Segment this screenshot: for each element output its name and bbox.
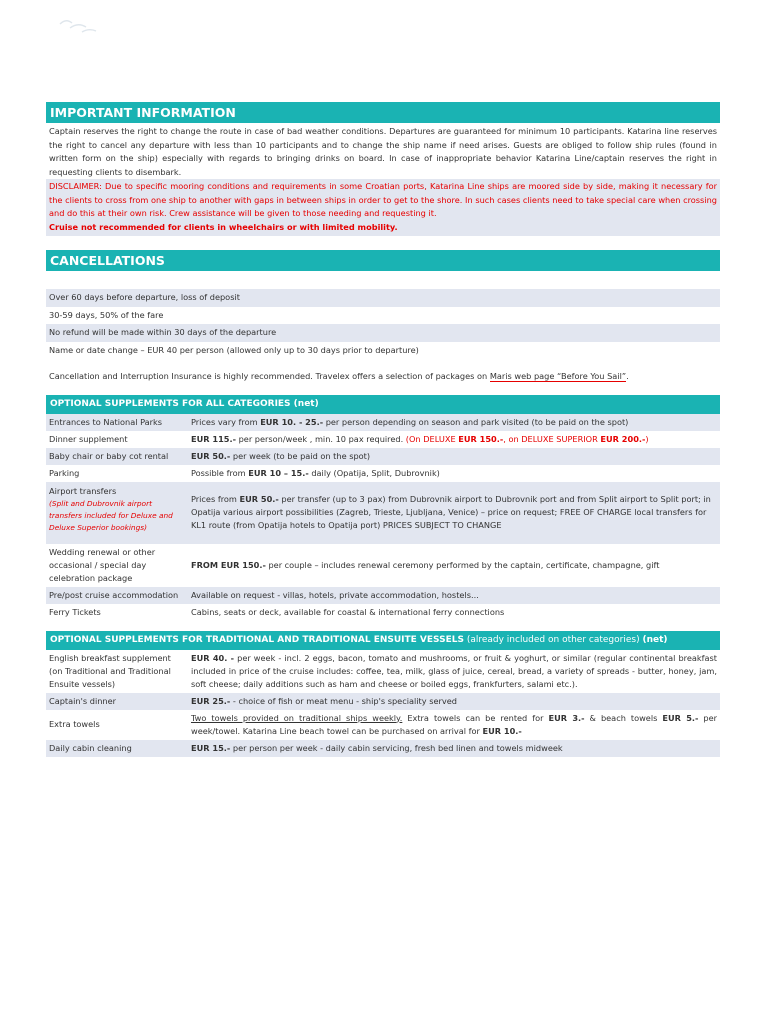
parks-label: Entrances to National Parks (46, 414, 188, 431)
page-content (46, 102, 720, 757)
cancellation-row: 30-59 days, 50% of the fare (49, 309, 164, 320)
wedding-value: FROM EUR 150.- per couple – includes renewal ceremony performed by the captain, certificate, champagne, gift (191, 559, 660, 570)
disclaimer-text: DISCLAIMER: Due to specific mooring conditions and requirements in some Croatian ports, Katarina Line ships are moored side by side, making it necessary for the clients to cross from one ship to another with gaps in between ships in order to get to the shore. In such cases clients need to take special care when crossing and do this at their own risk. Crew assistance will be given to those needing and requesting it. (46, 179, 720, 221)
ferry-value: Cabins, seats or deck, available for coastal & international ferry connections (191, 606, 505, 617)
ferry-label: Ferry Tickets (49, 606, 101, 617)
table-row (46, 650, 720, 693)
wedding-label: Wedding renewal or other occasional / special day celebration package (49, 546, 156, 583)
baby-label: Baby chair or baby cot rental (46, 448, 188, 465)
table-row (46, 740, 720, 757)
cancellation-row: Name or date change – EUR 40 per person (allowed only up to 30 days prior to departure) (49, 344, 419, 355)
captain-label: Captain's dinner (46, 693, 188, 710)
insurance-text: Cancellation and Interruption Insurance is highly recommended. Travelex offers a selection of packages on (49, 371, 490, 381)
cleaning-value: EUR 15.- per person per week - daily cabin servicing, fresh bed linen and towels midweek (188, 740, 720, 757)
cancellation-row: Over 60 days before departure, loss of deposit (46, 289, 720, 307)
table-row (46, 587, 720, 604)
towels-value: Two towels provided on traditional ships weekly. Extra towels can be rented for EUR 3.- & beach towels EUR 5.- per week/towel. Katarina Line beach towel can be purchased on arrival for EUR 10.- (191, 712, 718, 736)
table-row (46, 465, 720, 482)
airport-value: Prices from EUR 50.- per transfer (up to 3 pax) from Dubrovnik airport to Dubrovnik port and from Split airport to Split port; in Opatija various airport possibilities (Zagreb, Trieste, Ljubljana, Venice) – price on request; FREE OF CHARGE local transfers for KL1 route (from Opatija hotels to Opatija port) PRICES SUBJECT TO CHANGE (188, 482, 720, 544)
prepost-value: Available on request - villas, hotels, private accommodation, hostels... (188, 587, 720, 604)
breakfast-value: EUR 40. - per week - incl. 2 eggs, bacon, tomato and mushrooms, or fruit & yoghurt, or similar (regular continental breakfast included in price of the cruise includes: coffee, tea, milk, glass of juice, cereal, bread, a variety of spreads - butter, honey, jam, soft cheese; daily additions such as ham and cheese or boiled eggs, frankfurters, salami etc.). (191, 652, 717, 689)
wheelchair-warning: Cruise not recommended for clients in wheelchairs or with limited mobility. (46, 221, 720, 237)
cleaning-label: Daily cabin cleaning (46, 740, 188, 757)
insurance-end: . (626, 371, 629, 381)
table-row (46, 431, 720, 448)
parks-value: Prices vary from EUR 10. - 25.- per person depending on season and park visited (to be paid on the spot) (188, 414, 720, 431)
before-you-sail-link[interactable]: Maris web page “Before You Sail” (489, 371, 627, 381)
table-row (46, 693, 720, 710)
towels-label: Extra towels (49, 719, 100, 729)
important-heading: IMPORTANT INFORMATION (46, 102, 720, 123)
logo-icon (56, 14, 100, 40)
table-row (46, 414, 720, 431)
table-row (46, 710, 720, 740)
supplements-heading: OPTIONAL SUPPLEMENTS FOR ALL CATEGORIES (net) (46, 395, 720, 414)
traditional-table (46, 650, 720, 757)
supplements-table (46, 414, 720, 621)
table-row (46, 482, 720, 544)
parking-value: Possible from EUR 10 – 15.- daily (Opatija, Split, Dubrovnik) (191, 467, 440, 478)
cancellation-row: No refund will be made within 30 days of the departure (46, 324, 720, 342)
prepost-label: Pre/post cruise accommodation (46, 587, 188, 604)
table-row (46, 604, 720, 621)
important-paragraph: Captain reserves the right to change the route in case of bad weather conditions. Departures are guaranteed for minimum 10 participants. Katarina line reserves the right to cancel any departure with less than 10 participants and to change the ship name if need arises. Guests are obliged to follow ship rules (found in written form on the ship) especially with regards to bringing drinks on board. In case of inappropriate behavior Katarina Line/captain reserves the right in requesting clients to disembark. (49, 126, 717, 177)
airport-label: Airport transfers (Split and Dubrovnik airport transfers included for Deluxe and Deluxe Superior bookings) (46, 482, 188, 544)
parking-label: Parking (49, 467, 80, 478)
dinner-label: Dinner supplement (49, 433, 128, 444)
traditional-heading: OPTIONAL SUPPLEMENTS FOR TRADITIONAL AND TRADITIONAL ENSUITE VESSELS (already included on other categories) (net) (46, 631, 720, 650)
baby-value: EUR 50.- per week (to be paid on the spot) (188, 448, 720, 465)
captain-value: EUR 25.- - choice of fish or meat menu - ship's speciality served (188, 693, 720, 710)
table-row (46, 544, 720, 587)
dinner-value: EUR 115.- per person/week , min. 10 pax required. (On DELUXE EUR 150.-, on DELUXE SUPERIOR EUR 200.-) (191, 433, 649, 444)
table-row (46, 448, 720, 465)
cancellations-heading: CANCELLATIONS (46, 250, 720, 271)
airport-note: (Split and Dubrovnik airport transfers included for Deluxe and Deluxe Superior bookings) (49, 498, 173, 532)
insurance-note (46, 368, 720, 386)
breakfast-label: English breakfast supplement (on Traditional and Traditional Ensuite vessels) (49, 652, 171, 689)
